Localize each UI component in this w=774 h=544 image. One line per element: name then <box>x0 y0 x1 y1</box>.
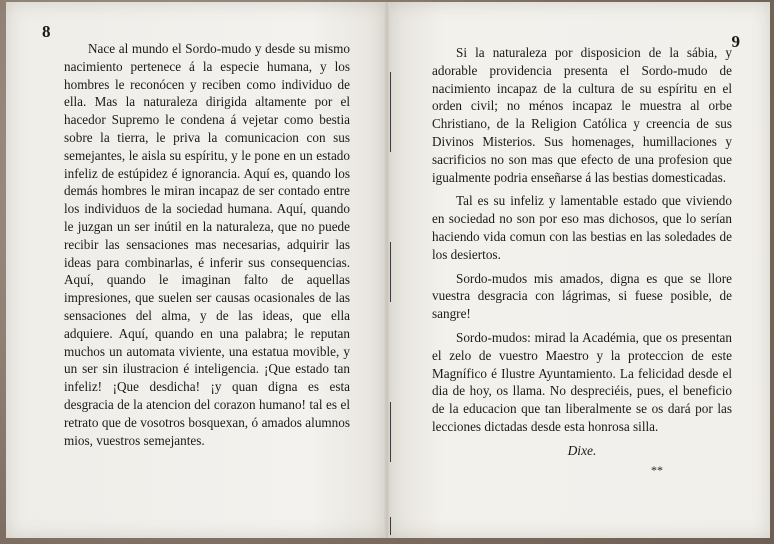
right-paragraph-2: Tal es su infeliz y lamentable estado que viviendo en sociedad no son por eso mas dichosos, que lo serían haciendo vida comun con las bestias en las soledades de los desiertos. <box>432 193 732 262</box>
left-page-number: 8 <box>42 22 51 41</box>
ornament-stars: ** <box>651 462 663 477</box>
right-paragraph-4: Sordo-mudos: mirad la Académia, que os presentan el zelo de vuestro Maestro y la proteccion de este Magnífico é Ilustre Ayuntamiento. La felicidad desde el dia de hoy, os llama. No despreciéis, pues, el beneficio de la educacion que tan liberalmente se os dará por las lecciones dictadas desde esta honrosa silla. <box>432 329 732 434</box>
right-page-number: 9 <box>731 32 740 51</box>
right-paragraph-1: Si la naturaleza por disposicion de la sábia, y adorable providencia presenta el Sordo-mudo de nacimiento incapaz de la cultura de su espíritu en el orden civil; no ménos incapaz le muestra al orbe Christiano, de la Religion Católica y creencia de sus Divinos Misterios. Sus homenages, humillaciones y sacrificios no son mas que efecto de una profesion que igualmente podria enseñarse á las bestias domesticadas. <box>432 45 732 185</box>
left-page <box>6 2 386 538</box>
gutter-mark-line <box>390 242 391 302</box>
book-spread <box>6 2 770 538</box>
gutter-mark-line <box>390 517 391 535</box>
gutter-mark-line <box>390 72 391 152</box>
gutter-mark-line <box>390 402 391 462</box>
right-page-text <box>432 44 732 479</box>
right-paragraph-3: Sordo-mudos mis amados, digna es que se llore vuestra desgracia con lágrimas, si fuese posible, de sangre! <box>432 270 732 322</box>
right-page <box>386 2 770 538</box>
signature: Dixe. <box>567 442 597 458</box>
left-paragraph-1: Nace al mundo el Sordo-mudo y desde su mismo nacimiento pertenece á la especie humana, y los hombres le reconócen y reciben como individuo de ella. Mas la naturaleza dirigida altamente por el hacedor Supremo le condena á vejetar como bestia sobre la tierra, le priva la comunicacion con sus semejantes, le aisla su espíritu, y le pone en un estado infeliz de estúpidez é ignorancia. Aquí es, quando los demás hombres le miran incapaz de ser contado entre los individuos de la sociedad humana. Aquí, quando le juzgan un ser inútil en la naturaleza, que no puede recibir las sensaciones mas necesarias, adquirir las ideas para combinarlas, é inferir sus consequencias. Aquí, quando le imaginan falto de aquellas impresiones, que suelen ser causas ocasionales de las sensaciones del alma, y de las ideas, que ella adquiere. Aquí, quando en una palabra; le reputan muchos un automata viviente, una estatua movible, y un ser sin ilustracion é inteligencia. ¡Que estado tan infeliz! ¡Que desdicha! ¡y quan digna es esta desgracia de la atencion del corazon humano! tal es el retrato que de vosotros bosquexan, ó amados alumnos mios, vuestros semejantes. <box>64 41 350 448</box>
left-page-text <box>64 40 350 455</box>
